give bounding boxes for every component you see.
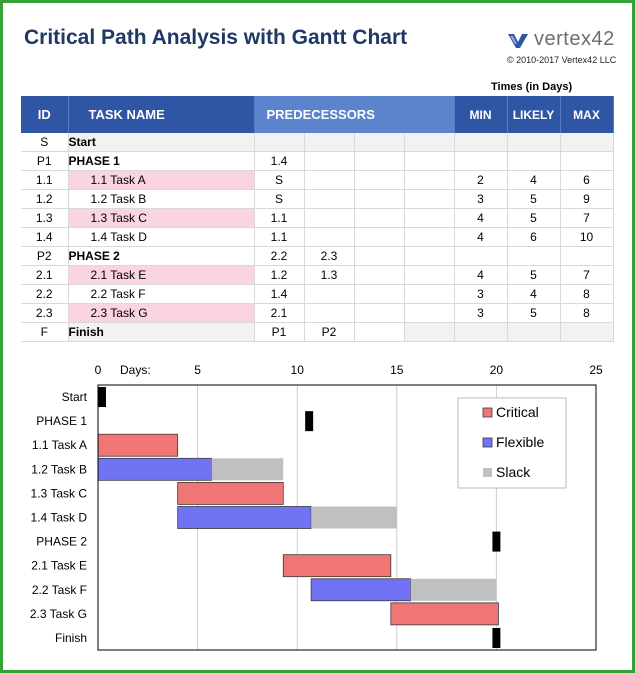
- cell-task-name: PHASE 1: [68, 152, 254, 171]
- cell-likely: [507, 133, 560, 152]
- cell-pred-1: 2.2: [254, 247, 304, 266]
- cell-pred-2: [304, 152, 354, 171]
- cell-max: 6: [560, 171, 613, 190]
- col-header-task-name: TASK NAME: [68, 96, 254, 133]
- table-row: [21, 247, 613, 266]
- x-tick-label: 5: [194, 363, 201, 377]
- y-category-label: PHASE 1: [36, 414, 87, 429]
- col-header-max: MAX: [560, 96, 613, 133]
- critical-bar: [178, 482, 284, 504]
- y-category-label: PHASE 2: [36, 534, 87, 549]
- y-category-label: Finish: [54, 630, 87, 645]
- cell-id: 2.2: [21, 285, 68, 304]
- flexible-bar: [311, 579, 411, 601]
- table-row: [21, 152, 613, 171]
- cell-pred-4: [404, 209, 454, 228]
- cell-pred-3: [354, 133, 404, 152]
- cell-likely: 4: [507, 171, 560, 190]
- cell-pred-2: [304, 133, 354, 152]
- cell-max: [560, 152, 613, 171]
- cell-pred-4: [404, 171, 454, 190]
- table-row: [21, 228, 613, 247]
- page-title: Critical Path Analysis with Gantt Chart: [24, 26, 408, 49]
- critical-bar: [283, 555, 391, 577]
- cell-task-name: 1.3 Task C: [68, 209, 254, 228]
- flexible-bar: [98, 458, 212, 480]
- cell-min: 3: [454, 190, 507, 209]
- cell-id: P2: [21, 247, 68, 266]
- cell-task-name: 1.2 Task B: [68, 190, 254, 209]
- cell-pred-1: 1.1: [254, 228, 304, 247]
- cell-max: 7: [560, 266, 613, 285]
- cell-pred-2: 1.3: [304, 266, 354, 285]
- y-category-label: 2.3 Task G: [29, 606, 87, 621]
- slack-bar: [311, 507, 397, 529]
- cell-pred-2: [304, 209, 354, 228]
- cell-task-name: 2.1 Task E: [68, 266, 254, 285]
- task-table: [21, 96, 614, 342]
- cell-pred-4: [404, 285, 454, 304]
- cell-pred-3: [354, 323, 404, 342]
- cell-pred-3: [354, 285, 404, 304]
- cell-pred-4: [404, 152, 454, 171]
- table-row: [21, 304, 613, 323]
- cell-pred-3: [354, 228, 404, 247]
- y-category-label: 1.1 Task A: [31, 438, 87, 453]
- cell-pred-1: P1: [254, 323, 304, 342]
- slack-bar: [212, 458, 284, 480]
- x-axis-label: Days:: [120, 363, 151, 377]
- cell-pred-1: 2.1: [254, 304, 304, 323]
- cell-pred-1: 1.2: [254, 266, 304, 285]
- table-row: [21, 209, 613, 228]
- cell-min: [454, 152, 507, 171]
- cell-min: 3: [454, 304, 507, 323]
- cell-pred-2: [304, 285, 354, 304]
- cell-likely: [507, 323, 560, 342]
- cell-pred-1: 1.4: [254, 152, 304, 171]
- cell-pred-4: [404, 228, 454, 247]
- y-category-label: Start: [61, 390, 87, 405]
- cell-pred-1: 1.1: [254, 209, 304, 228]
- cell-pred-3: [354, 266, 404, 285]
- cell-max: 7: [560, 209, 613, 228]
- y-category-label: 2.1 Task E: [31, 558, 87, 573]
- cell-likely: 5: [507, 266, 560, 285]
- gantt-chart: [0, 355, 635, 665]
- cell-max: [560, 323, 613, 342]
- legend-label-flexible: Flexible: [496, 434, 545, 450]
- flexible-bar: [178, 507, 311, 529]
- cell-task-name: Start: [68, 133, 254, 152]
- legend-label-slack: Slack: [496, 464, 531, 480]
- cell-max: [560, 133, 613, 152]
- cell-pred-2: [304, 304, 354, 323]
- cell-id: 2.1: [21, 266, 68, 285]
- x-tick-label: 10: [290, 363, 304, 377]
- col-header-likely: LIKELY: [507, 96, 560, 133]
- cell-id: F: [21, 323, 68, 342]
- cell-pred-4: [404, 247, 454, 266]
- cell-likely: [507, 152, 560, 171]
- cell-pred-3: [354, 190, 404, 209]
- cell-pred-1: S: [254, 190, 304, 209]
- x-tick-label: 15: [390, 363, 404, 377]
- cell-pred-3: [354, 304, 404, 323]
- cell-max: 10: [560, 228, 613, 247]
- cell-pred-4: [404, 133, 454, 152]
- cell-pred-1: [254, 133, 304, 152]
- y-category-label: 1.3 Task C: [30, 486, 87, 501]
- legend-swatch-critical: [483, 408, 492, 417]
- table-row: [21, 323, 613, 342]
- slack-bar: [411, 579, 497, 601]
- cell-pred-2: [304, 228, 354, 247]
- cell-max: 8: [560, 285, 613, 304]
- cell-task-name: PHASE 2: [68, 247, 254, 266]
- cell-pred-4: [404, 323, 454, 342]
- cell-min: [454, 323, 507, 342]
- cell-min: [454, 247, 507, 266]
- cell-id: 1.3: [21, 209, 68, 228]
- vertex42-logo-icon: [508, 30, 534, 50]
- cell-min: 3: [454, 285, 507, 304]
- copyright: © 2010-2017 Vertex42 LLC: [507, 55, 617, 65]
- logo-text: vertex42: [534, 28, 615, 50]
- cell-min: [454, 133, 507, 152]
- cell-likely: 5: [507, 190, 560, 209]
- cell-pred-2: [304, 171, 354, 190]
- milestone-bar: [98, 387, 106, 407]
- critical-bar: [391, 603, 499, 625]
- cell-pred-4: [404, 190, 454, 209]
- y-category-label: 2.2 Task F: [31, 582, 87, 597]
- legend-swatch-slack: [483, 468, 492, 477]
- cell-likely: 5: [507, 304, 560, 323]
- cell-min: 4: [454, 266, 507, 285]
- cell-id: S: [21, 133, 68, 152]
- cell-max: 9: [560, 190, 613, 209]
- cell-pred-3: [354, 247, 404, 266]
- table-row: [21, 285, 613, 304]
- cell-pred-3: [354, 171, 404, 190]
- critical-bar: [98, 434, 178, 456]
- col-header-id: ID: [21, 96, 68, 133]
- x-tick-label: 25: [589, 363, 603, 377]
- y-category-label: 1.4 Task D: [30, 510, 87, 525]
- cell-task-name: Finish: [68, 323, 254, 342]
- x-tick-label: 20: [489, 363, 504, 377]
- cell-task-name: 2.3 Task G: [68, 304, 254, 323]
- cell-id: P1: [21, 152, 68, 171]
- cell-min: 4: [454, 228, 507, 247]
- cell-max: [560, 247, 613, 266]
- cell-id: 1.4: [21, 228, 68, 247]
- cell-likely: 6: [507, 228, 560, 247]
- cell-pred-3: [354, 209, 404, 228]
- x-tick-label: 0: [94, 363, 102, 377]
- table-row: [21, 190, 613, 209]
- cell-likely: 4: [507, 285, 560, 304]
- cell-pred-4: [404, 266, 454, 285]
- table-header-row: [21, 96, 613, 133]
- y-category-label: 1.2 Task B: [31, 462, 87, 477]
- cell-id: 1.2: [21, 190, 68, 209]
- times-label: Times (in Days): [491, 81, 573, 93]
- cell-id: 2.3: [21, 304, 68, 323]
- cell-task-name: 1.4 Task D: [68, 228, 254, 247]
- table-row: [21, 133, 613, 152]
- cell-min: 2: [454, 171, 507, 190]
- col-header-predecessors: PREDECESSORS: [254, 96, 454, 133]
- cell-likely: [507, 247, 560, 266]
- cell-pred-3: [354, 152, 404, 171]
- cell-pred-2: [304, 190, 354, 209]
- milestone-bar: [492, 532, 500, 552]
- cell-pred-4: [404, 304, 454, 323]
- cell-pred-2: P2: [304, 323, 354, 342]
- legend-label-critical: Critical: [496, 404, 539, 420]
- cell-pred-2: 2.3: [304, 247, 354, 266]
- col-header-min: MIN: [454, 96, 507, 133]
- milestone-bar: [492, 628, 500, 648]
- milestone-bar: [305, 411, 313, 431]
- cell-pred-1: S: [254, 171, 304, 190]
- cell-max: 8: [560, 304, 613, 323]
- cell-min: 4: [454, 209, 507, 228]
- legend-swatch-flexible: [483, 438, 492, 447]
- cell-pred-1: 1.4: [254, 285, 304, 304]
- table-row: [21, 266, 613, 285]
- cell-likely: 5: [507, 209, 560, 228]
- cell-task-name: 2.2 Task F: [68, 285, 254, 304]
- cell-id: 1.1: [21, 171, 68, 190]
- table-row: [21, 171, 613, 190]
- cell-task-name: 1.1 Task A: [68, 171, 254, 190]
